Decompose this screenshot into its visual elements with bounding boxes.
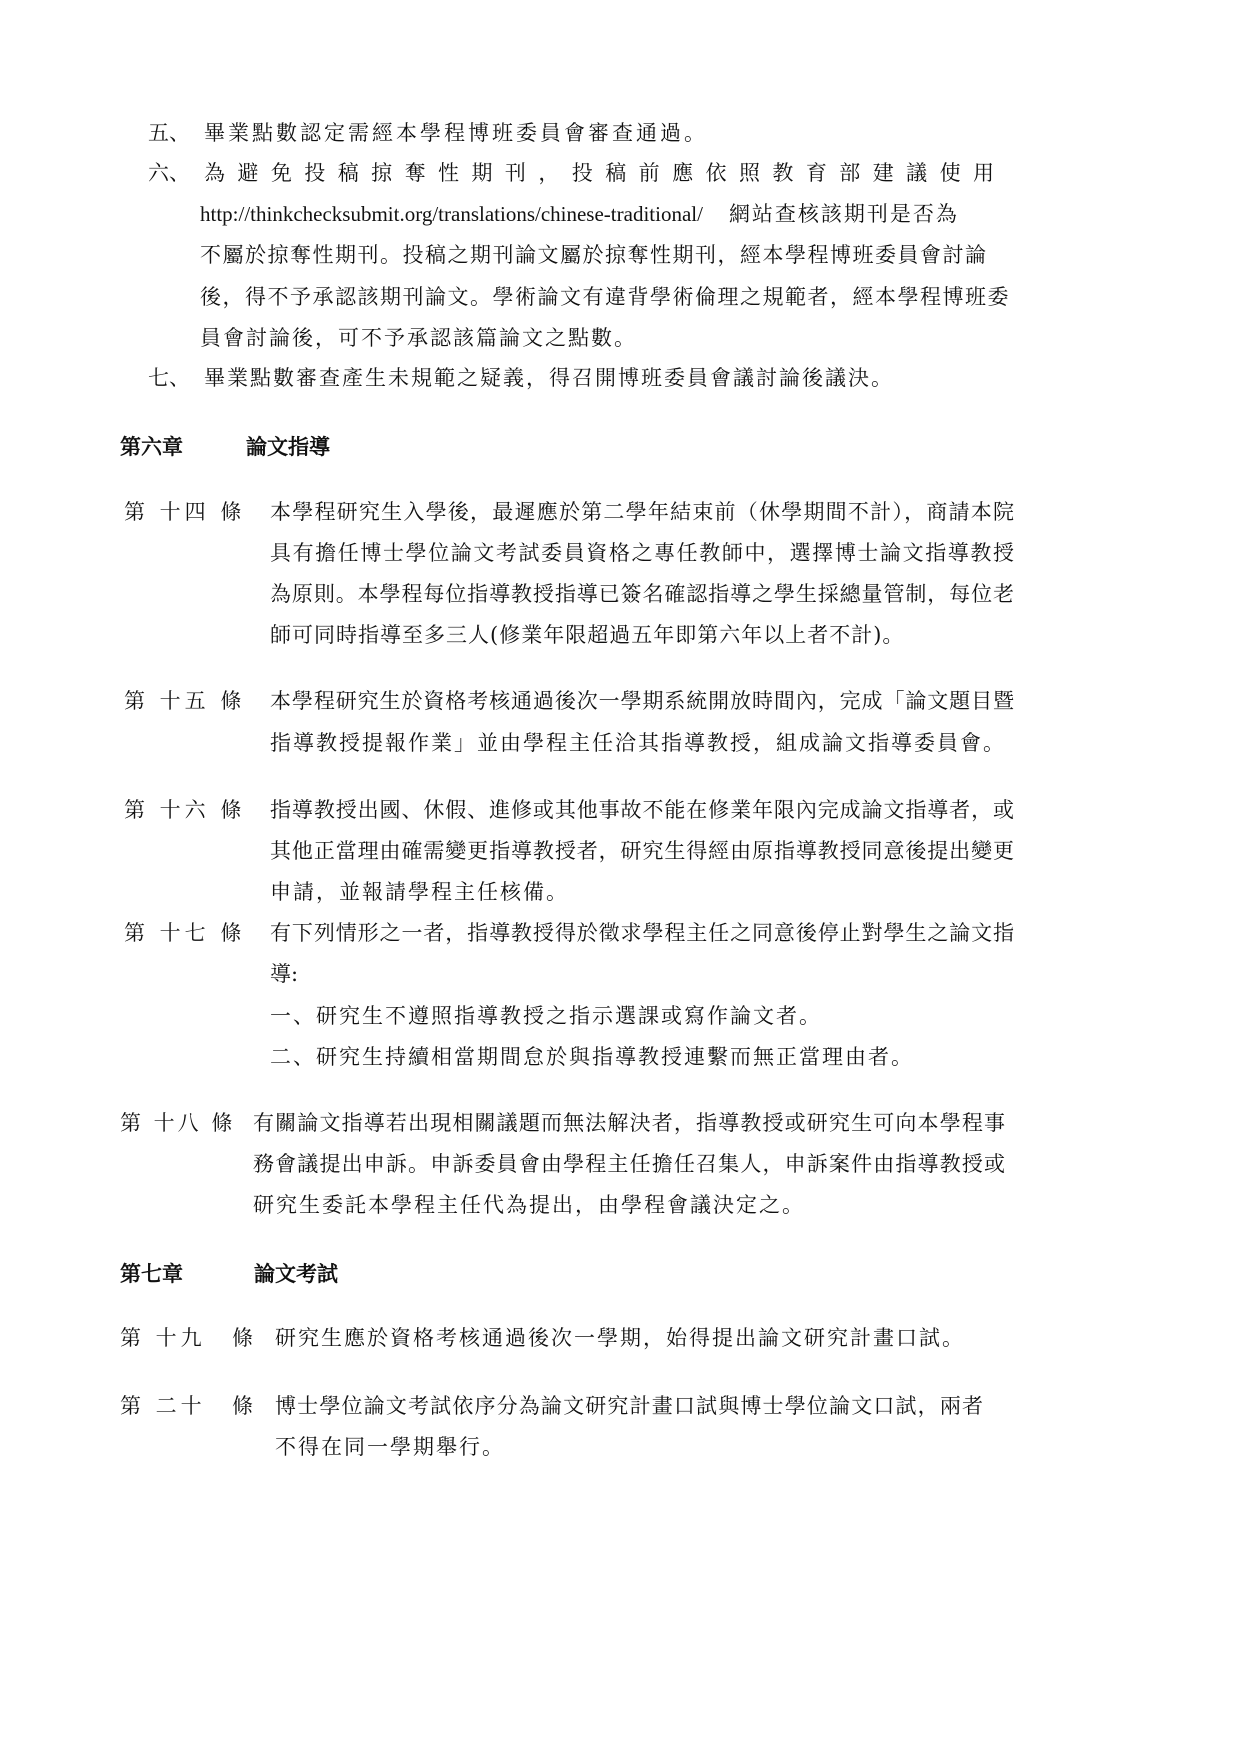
- item-label: 五、: [148, 121, 190, 145]
- article-label: 第 十六 條: [124, 798, 246, 822]
- article-label-suffix: 條: [232, 1326, 253, 1350]
- article-line: 為原則。本學程每位指導教授指導已簽名確認指導之學生採總量管制，每位老: [270, 582, 1014, 606]
- chapter-number: 第六章: [120, 434, 183, 459]
- article-label: 第 十九: [120, 1326, 206, 1350]
- article-line: 有關論文指導若出現相關議題而無法解決者，指導教授或研究生可向本學程事: [253, 1111, 1005, 1135]
- chapter-title: 論文考試: [254, 1261, 338, 1286]
- article-line: 本學程研究生入學後，最遲應於第二學年結束前（休學期間不計），商請本院: [270, 500, 1014, 524]
- article-line: 研究生應於資格考核通過後次一學期，始得提出論文研究計畫口試。: [275, 1326, 965, 1350]
- article-label-suffix: 條: [232, 1394, 253, 1418]
- article-line: 本學程研究生於資格考核通過後次一學期系統開放時間內，完成「論文題目暨: [270, 689, 1014, 713]
- article-line: 研究生委託本學程主任代為提出，由學程會議決定之。: [253, 1193, 805, 1217]
- chapter-title: 論文指導: [246, 434, 330, 459]
- item-text: 後，得不予承認該期刊論文。學術論文有違背學術倫理之規範者，經本學程博班委: [200, 285, 1010, 309]
- article-label: 第 十七 條: [124, 921, 246, 945]
- url-link[interactable]: http://thinkchecksubmit.org/translations/chinese-traditional/: [200, 202, 703, 226]
- item-text: 畢業點數審查產生未規範之疑義，得召開博班委員會議討論後議決。: [204, 366, 894, 390]
- item-text: 為避免投稿掠奪性期刊，投稿前應依照教育部建議使用: [204, 161, 994, 185]
- article-line: 指導教授提報作業」並由學程主任洽其指導教授，組成論文指導委員會。: [270, 731, 1006, 755]
- article-line: 師可同時指導至多三人(修業年限超過五年即第六年以上者不計)。: [270, 623, 905, 647]
- item-text: 畢業點數認定需經本學程博班委員會審查通過。: [204, 121, 708, 145]
- article-sub-item: 一、研究生不遵照指導教授之指示選課或寫作論文者。: [270, 1004, 822, 1028]
- article-line: 其他正當理由確需變更指導教授者，研究生得經由原指導教授同意後提出變更: [270, 839, 1014, 863]
- article-sub-item: 二、研究生持續相當期間怠於與指導教授連繫而無正當理由者。: [270, 1045, 914, 1069]
- article-line: 不得在同一學期舉行。: [275, 1435, 505, 1459]
- article-line: 申請，並報請學程主任核備。: [270, 880, 569, 904]
- article-line: 務會議提出申訴。申訴委員會由學程主任擔任召集人，申訴案件由指導教授或: [253, 1152, 1005, 1176]
- article-line: 具有擔任博士學位論文考試委員資格之專任教師中，選擇博士論文指導教授: [270, 541, 1014, 565]
- article-label: 第 十四 條: [124, 500, 246, 524]
- item-text-rest: 網站查核該期刊是否為: [728, 202, 959, 226]
- article-line: 博士學位論文考試依序分為論文研究計畫口試與博士學位論文口試，兩者: [275, 1394, 983, 1418]
- item-label: 六、: [148, 161, 190, 185]
- article-line: 指導教授出國、休假、進修或其他事故不能在修業年限內完成論文指導者，或: [270, 798, 1014, 822]
- article-label: 第 二十: [120, 1394, 206, 1418]
- item-text: 員會討論後，可不予承認該篇論文之點數。: [200, 326, 637, 350]
- article-line: 有下列情形之一者，指導教授得於徵求學程主任之同意後停止對學生之論文指: [270, 921, 1014, 945]
- chapter-number: 第七章: [120, 1261, 183, 1286]
- article-label: 第 十八 條: [120, 1111, 236, 1135]
- article-line: 導:: [270, 962, 299, 986]
- item-label: 七、: [148, 366, 190, 390]
- item-text-line: [200, 204, 959, 225]
- article-label: 第 十五 條: [124, 689, 246, 713]
- item-text: 不屬於掠奪性期刊。投稿之期刊論文屬於掠奪性期刊，經本學程博班委員會討論: [200, 243, 988, 267]
